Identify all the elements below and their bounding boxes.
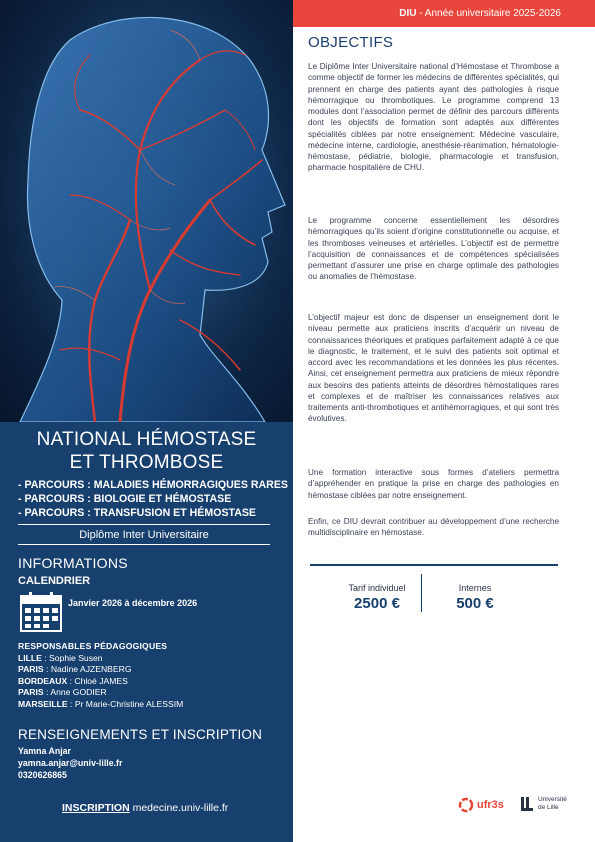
track-item: - PARCOURS : MALADIES HÉMORRAGIQUES RARES [18,479,288,491]
divider [18,544,270,545]
ufr3s-emblem-icon [458,797,474,813]
universite-lille-line-2: de Lille [538,804,559,811]
inscription-link[interactable] [62,802,228,814]
track-item: - PARCOURS : BIOLOGIE ET HÉMOSTASE [18,493,232,505]
track-item: - PARCOURS : TRANSFUSION ET HÉMOSTASE [18,507,256,519]
universite-lille-logo [520,796,567,812]
responsable-item: LILLE : Sophie Susen [18,652,103,663]
objectifs-paragraph: Une formation interactive sous formes d’ateliers permettra d’appréhender en pratique la prise en charge des pathologies en hémostase ciblées par notre enseignement. [308,468,559,500]
contact-heading: RENSEIGNEMENTS ET INSCRIPTION [18,727,263,742]
contact-details [18,745,122,781]
responsable-item: PARIS : Nadine AJZENBERG [18,664,132,675]
pricing-divider [310,564,558,566]
objectifs-paragraph: L’objectif majeur est donc de dispenser un enseignement dont le niveau permette aux praticiens inscrits d’acquérir un niveau de connaissances théoriques et pratiques parfaitement adapté à ce que le diagnostic, le traitement, et le suivi des patients soit optimal et accord avec les recommandations et les données les plus récentes. Ainsi, cet enseignement permettra aux praticiens de mieux répondre aux besoins des patients atteints de désordres hémostatiques rares et complexes et de maîtriser les connaissances relatives aux traitements anti-thrombotiques et antihémorragiques, et qui sont très évolutives. [308,313,559,424]
hero-illustration [0,0,293,422]
informations-heading: INFORMATIONS [18,555,128,571]
calendar-heading: CALENDRIER [18,575,91,587]
price-individual-label: Tarif individuel [348,583,406,593]
program-title [0,428,293,474]
ufr3s-logo-text: ufr3s [477,799,504,811]
responsables-heading: RESPONSABLES PÉDAGOGIQUES [18,641,168,651]
responsable-item: BORDEAUX : Chloé JAMES [18,675,128,686]
inscription-url[interactable]: medecine.univ-lille.fr [132,802,229,814]
divider [18,524,270,525]
vascular-head-image [0,0,293,422]
program-title-line-2: ET THROMBOSE [69,452,224,473]
universite-lille-line-1: Université [538,796,567,803]
price-interns [420,583,530,612]
responsable-item: MARSEILLE : Pr Marie-Christine ALESSIM [18,698,184,709]
universite-lille-logo-text [538,796,567,812]
header-bar [293,0,595,27]
contact-email[interactable]: yamna.anjar@univ-lille.fr [18,758,123,768]
price-interns-label: Internes [458,583,492,593]
program-title-line-1: NATIONAL HÉMOSTASE [36,429,257,450]
calendar-dates: Janvier 2026 à décembre 2026 [68,598,198,608]
objectifs-paragraph: Le programme concerne essentiellement les désordres hémorragiques qu’ils soient d’origine constitutionnelle ou acquise, et les thromboses veineuses et artérielles. L’objectif est de permettre l’acquisition de connaissances et de compétences spécialisées permettant d’assurer une prise en charge optimale des pathologies ou anomalies de l’hémostase. [308,216,559,282]
contact-name: Yamna Anjar [18,746,71,756]
header-academic-year: - Année universitaire 2025-2026 [416,8,561,19]
program-info-panel [0,422,293,842]
inscription-label[interactable]: INSCRIPTION [62,802,130,814]
header-prefix: DIU [399,8,417,19]
contact-phone[interactable]: 0320626865 [18,770,67,780]
objectifs-heading: OBJECTIFS [308,34,394,51]
responsables-list [18,641,183,711]
price-individual [322,583,432,612]
responsable-item: PARIS : Anne GODIER [18,687,107,698]
ufr3s-logo [458,797,504,813]
price-interns-value: 500 € [456,595,494,612]
objectifs-paragraph: Le Diplôme Inter Universitaire national d’Hémostase et Thrombose a comme objectif de former les médecins de différentes spécialités, qui prennent en charge des patients ayant des pathologies à risque hémorragique ou thrombotiques. Le programme comprend 13 modules dont l’association permet de définir des parcours différents dont les objectifs de formation sont adaptés aux différentes spécialités ciblées par notre enseignement: Médecine vasculaire, médecine interne, cardiologie, anesthésie-réanimation, hématologie-hémostase, pédiatrie, biologie, pharmacologie et transfusion, pharmacie hospitalière de CHU. [308,62,559,173]
calendar-icon [20,592,62,632]
diploma-type: Diplôme Inter Universitaire [79,529,209,541]
price-individual-value: 2500 € [354,595,400,612]
universite-lille-emblem-icon [520,796,534,812]
track-list [18,478,288,520]
objectifs-paragraph: Enfin, ce DIU devrait contribuer au développement d’une recherche multidisciplinaire en hémostase. [308,517,559,538]
